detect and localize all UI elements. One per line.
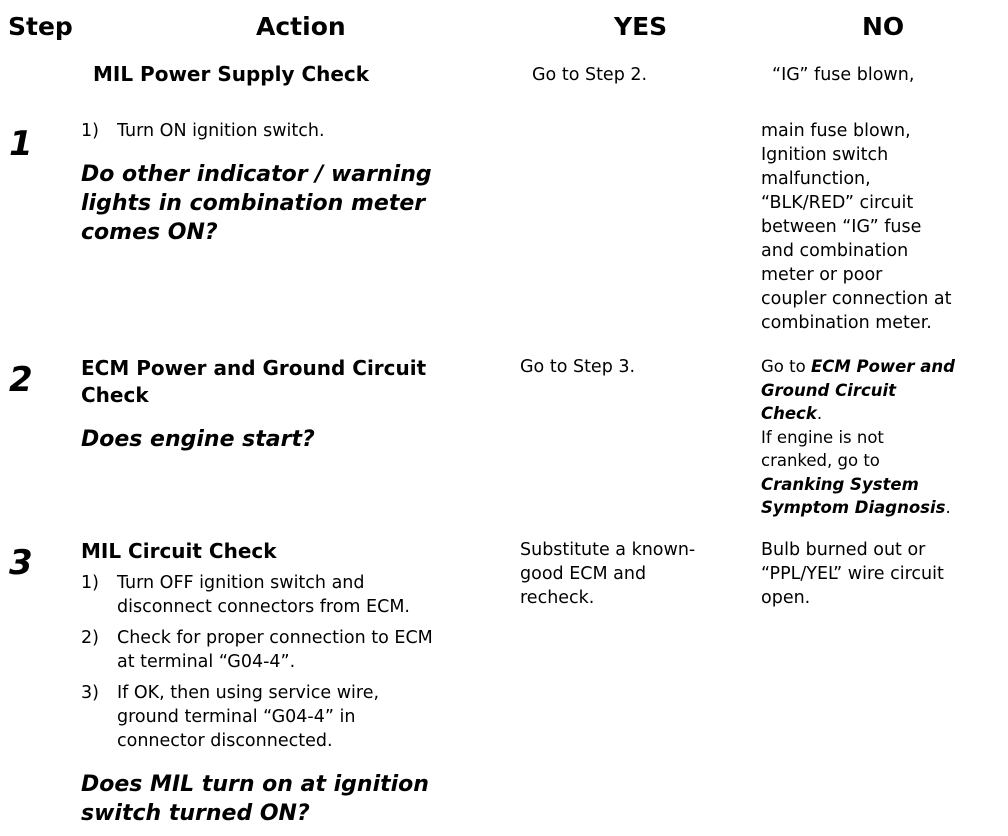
item-number: 2)	[81, 628, 99, 648]
item-line: at terminal “G04-4”.	[117, 652, 296, 672]
instruction-item	[81, 626, 511, 674]
no-result-line: “IG” fuse blown,	[772, 65, 915, 85]
step-question: Does engine start?	[81, 427, 315, 452]
no-result-line: cranked, go to	[761, 451, 880, 470]
no-result-line: between “IG” fuse	[761, 217, 922, 237]
item-line: ground terminal “G04-4” in	[117, 707, 356, 727]
item-line: Check for proper connection to ECM	[117, 628, 433, 648]
yes-column-header: YES	[614, 12, 668, 41]
cranking-system-link[interactable]: Symptom Diagnosis	[761, 498, 946, 517]
item-text: Turn ON ignition switch.	[117, 121, 325, 141]
ecm-power-ground-link[interactable]: Check	[761, 404, 817, 423]
ecm-power-ground-link[interactable]: ECM Power and	[810, 357, 955, 376]
step-title: MIL Circuit Check	[81, 539, 277, 563]
no-result	[761, 538, 1008, 610]
title-line: ECM Power and Ground Circuit	[81, 356, 427, 380]
no-text: .	[816, 404, 823, 423]
question-line: Do other indicator / warning	[81, 162, 432, 187]
step-number: 1	[9, 124, 33, 164]
item-number: 1)	[81, 121, 99, 141]
yes-result: Go to Step 3.	[520, 357, 636, 377]
instruction-item	[81, 571, 511, 619]
question-line: switch turned ON?	[81, 801, 310, 826]
no-result-line: “BLK/RED” circuit	[761, 193, 914, 213]
step-title	[81, 355, 426, 409]
yes-line: good ECM and	[520, 564, 647, 584]
no-text: Go to	[761, 357, 811, 376]
question-line: lights in combination meter	[81, 191, 426, 216]
item-line: disconnect connectors from ECM.	[117, 597, 410, 617]
no-result-line: If engine is not	[761, 427, 884, 447]
step-number: 2	[9, 360, 33, 400]
step-question	[81, 160, 501, 247]
no-result-line: meter or poor	[761, 265, 883, 285]
no-result-line: Ignition switch	[761, 145, 889, 165]
step-column-header: Step	[8, 12, 73, 41]
cranking-system-link[interactable]: Cranking System	[761, 474, 919, 494]
no-column-header: NO	[862, 12, 905, 41]
item-text	[117, 626, 433, 674]
no-result-line: open.	[761, 588, 811, 608]
item-number: 3)	[81, 683, 99, 703]
no-result-line: combination meter.	[761, 313, 932, 333]
no-result-line: Bulb burned out or	[761, 540, 926, 560]
no-result	[761, 119, 1008, 335]
item-text	[117, 571, 410, 619]
yes-result: Go to Step 2.	[532, 65, 648, 85]
yes-line: Substitute a known-	[520, 540, 696, 560]
item-line: Turn OFF ignition switch and	[117, 573, 365, 593]
no-result-line	[761, 355, 1008, 379]
yes-result	[520, 538, 695, 610]
action-column-header: Action	[256, 12, 346, 41]
question-line: Does MIL turn on at ignition	[81, 772, 429, 797]
no-result-line	[761, 496, 1008, 520]
item-number: 1)	[81, 573, 99, 593]
no-result-line: main fuse blown,	[761, 121, 911, 141]
no-result	[761, 355, 1008, 520]
ecm-power-ground-link[interactable]: Ground Circuit	[761, 380, 897, 400]
yes-line: recheck.	[520, 588, 595, 608]
instruction-item	[81, 681, 511, 753]
title-line: Check	[81, 383, 149, 407]
no-result-line: malfunction,	[761, 169, 871, 189]
step-question	[81, 770, 501, 828]
step-number: 3	[9, 543, 33, 583]
question-line: comes ON?	[81, 220, 218, 245]
no-result-line: coupler connection at	[761, 289, 952, 309]
item-line: connector disconnected.	[117, 731, 333, 751]
item-line: If OK, then using service wire,	[117, 683, 380, 703]
no-result-line	[761, 402, 1008, 426]
no-result-line: “PPL/YEL” wire circuit	[761, 564, 944, 584]
item-text	[117, 681, 379, 753]
no-result-line: and combination	[761, 241, 909, 261]
no-text: .	[945, 498, 951, 517]
step-title: MIL Power Supply Check	[93, 62, 370, 86]
